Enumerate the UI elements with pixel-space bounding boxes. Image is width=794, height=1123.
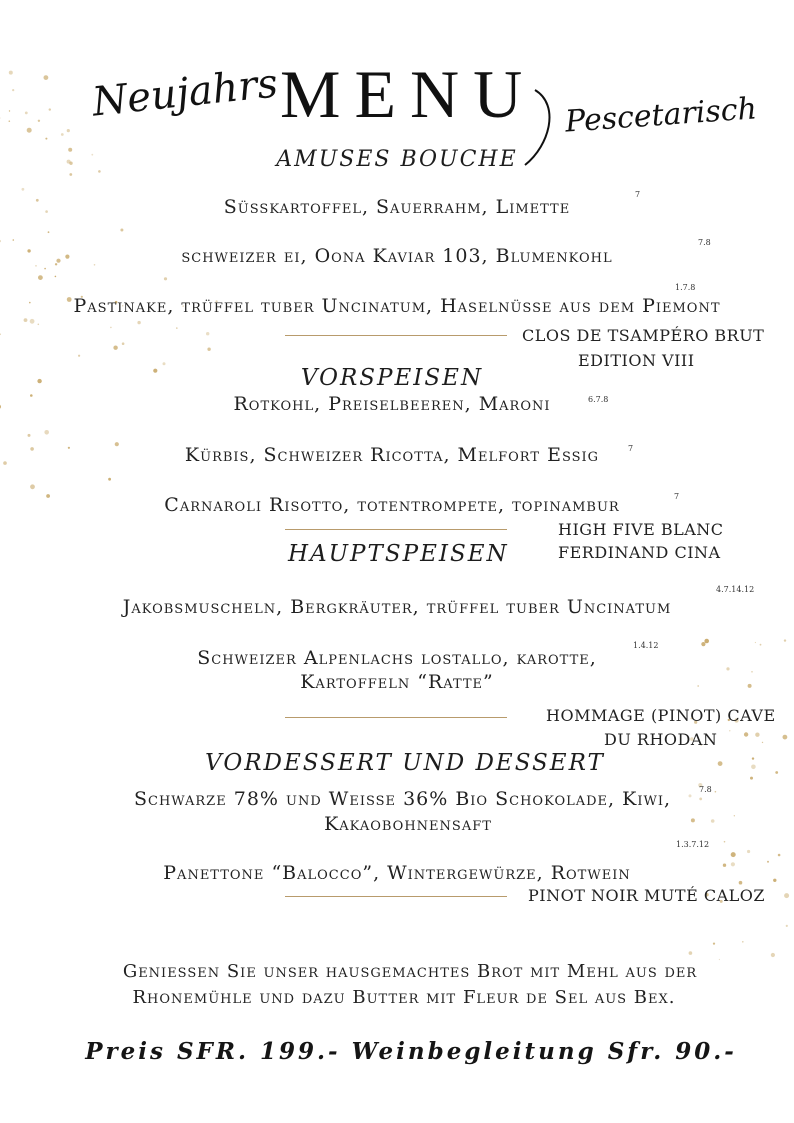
gold-speck (120, 229, 123, 232)
gold-speck (137, 321, 140, 324)
gold-speck (48, 231, 50, 233)
menu-item: Panettone “Balocco”, Wintergewürze, Rotwein (163, 862, 631, 884)
gold-speck (729, 730, 730, 731)
wine-pairing: FERDINAND CINA (558, 543, 721, 562)
gold-speck (744, 732, 748, 736)
wine-pairing: CLOS DE TSAMPÉRO BRUT (522, 326, 765, 345)
allergen-note: 1.7.8 (675, 283, 696, 292)
gold-speck (38, 275, 43, 280)
gold-speck (713, 943, 715, 945)
gold-speck (786, 925, 788, 927)
gold-speck (750, 777, 753, 780)
gold-speck (38, 324, 40, 326)
allergen-note: 7.8 (699, 785, 712, 794)
gold-speck (771, 953, 775, 957)
wine-pairing: HIGH FIVE BLANC (558, 520, 724, 539)
gold-speck (689, 951, 693, 955)
gold-speck (724, 841, 726, 843)
gold-speck (784, 639, 786, 641)
gold-speck (760, 644, 762, 646)
gold-speck (69, 173, 72, 176)
allergen-note: 7 (635, 190, 641, 199)
allergen-note: 6.7.8 (588, 395, 609, 404)
gold-speck (13, 239, 15, 241)
gold-speck (9, 110, 10, 111)
gold-speck (78, 355, 80, 357)
divider-rule (285, 335, 507, 336)
section-title-dessert: VORDESSERT UND DESSERT (205, 750, 605, 776)
gold-speck (61, 133, 64, 136)
gold-speck (44, 268, 46, 270)
gold-speck (25, 112, 28, 115)
section-title-amuses: AMUSES BOUCHE (276, 147, 518, 172)
menu-item: Schwarze 78% und Weisse 36% Bio Schokolade, Kiwi, (133, 788, 671, 810)
wine-pairing: EDITION VIII (578, 351, 695, 370)
gold-speck (113, 346, 117, 350)
menu-item: Rotkohl, Preiselbeeren, Maroni (233, 393, 551, 415)
gold-speck (24, 318, 28, 322)
gold-speck (778, 854, 781, 857)
wine-pairing: DU RHODAN (604, 730, 718, 749)
bread-note-line2: Rhonemühle und dazu Butter mit Fleur de Sel aus Bex. (132, 987, 676, 1008)
gold-speck (30, 484, 35, 489)
section-title-hauptspeisen: HAUPTSPEISEN (288, 541, 509, 567)
gold-speck (755, 642, 756, 643)
gold-speck (22, 188, 25, 191)
menu-item: Kürbis, Schweizer Ricotta, Melfort Essig (184, 444, 600, 466)
gold-speck (762, 742, 763, 743)
gold-speck (783, 735, 788, 740)
gold-speck (122, 342, 125, 345)
gold-speck (9, 120, 11, 122)
menu-item-line2: Kakaobohnensaft (324, 813, 492, 835)
allergen-note: 7 (628, 444, 634, 453)
gold-speck (755, 733, 759, 737)
gold-speck (164, 277, 167, 280)
gold-speck (701, 642, 705, 646)
divider-rule (285, 896, 507, 897)
gold-speck (44, 430, 49, 435)
allergen-note: 7 (674, 492, 680, 501)
gold-speck (0, 117, 1, 118)
pescetarisch-script: Pescetarisch (564, 91, 758, 140)
menu-item: Pastinake, trüffel tuber Uncinatum, Haselnüsse aus dem Piemont (73, 295, 721, 317)
menu-item: Süsskartoffel, Sauerrahm, Limette (223, 196, 571, 218)
menu-item: Schweizer Alpenlachs lostallo, karotte, (197, 647, 597, 669)
gold-speck (747, 850, 750, 853)
divider-rule (285, 529, 507, 530)
allergen-note: 1.3.7.12 (676, 840, 710, 849)
gold-speck (207, 348, 210, 351)
gold-speck (704, 639, 709, 644)
allergen-note: 1.4.12 (633, 641, 659, 650)
gold-speck (110, 327, 112, 329)
menu-item: Jakobsmuscheln, Bergkräuter, trüffel tuber Uncinatum (122, 596, 672, 618)
gold-speck (731, 852, 736, 857)
gold-speck (67, 129, 70, 132)
gold-speck (12, 89, 14, 91)
menu-item: Carnaroli Risotto, totentrompete, topinambur (164, 494, 620, 516)
wine-pairing: PINOT NOIR MUTÉ CALOZ (528, 886, 765, 905)
gold-speck (30, 319, 35, 324)
menu-item-line2: Kartoffeln “Ratte” (300, 671, 494, 693)
bread-note-line1: Geniessen Sie unser hausgemachtes Brot mit Mehl aus der (122, 961, 698, 982)
gold-speck (784, 893, 789, 898)
section-title-vorspeisen: VORSPEISEN (300, 365, 484, 391)
gold-speck (45, 138, 47, 140)
allergen-note: 4.7.14.12 (716, 585, 755, 594)
gold-speck (206, 332, 209, 335)
gold-speck (44, 75, 49, 80)
price-line: Preis SFR. 199.- Weinbegleitung Sfr. 90.- (85, 1038, 737, 1065)
gold-speck (742, 941, 744, 943)
menu-item: schweizer ei, Oona Kaviar 103, Blumenkohl (181, 245, 613, 267)
gold-speck (49, 108, 51, 110)
divider-rule (285, 717, 507, 718)
wine-pairing: HOMMAGE (PINOT) CAVE (546, 706, 776, 725)
neujahrs-script: Neujahrs (90, 60, 280, 126)
gold-speck (108, 478, 111, 481)
gold-speck (176, 327, 178, 329)
gold-speck (719, 959, 720, 960)
gold-speck (9, 71, 13, 75)
page-title: MENU (280, 56, 537, 132)
gold-speck (0, 240, 1, 242)
allergen-note: 7.8 (698, 238, 711, 247)
gold-speck (0, 333, 1, 335)
gold-speck (27, 128, 32, 133)
gold-speck (28, 434, 31, 437)
gold-speck (38, 120, 40, 122)
gold-speck (55, 276, 57, 278)
